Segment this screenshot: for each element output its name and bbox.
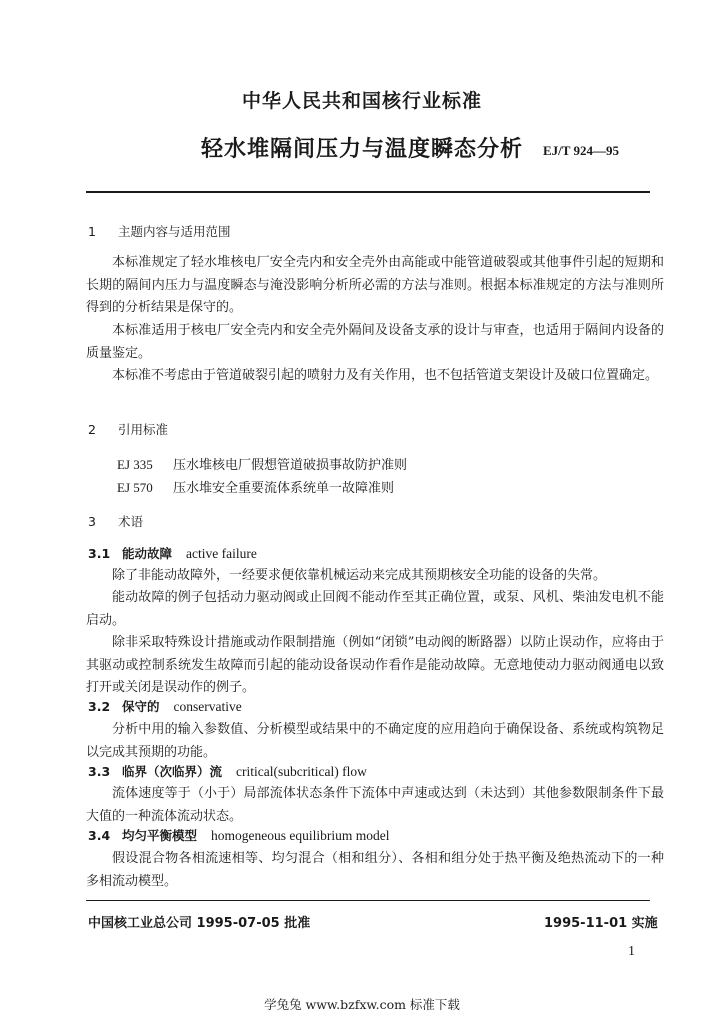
term-number: 3.1	[88, 546, 111, 561]
section-title: 主题内容与适用范围	[118, 224, 231, 239]
reference-title: 压水堆核电厂假想管道破损事故防护准则	[173, 458, 408, 473]
header-rule	[86, 191, 650, 193]
term-number: 3.3	[88, 764, 111, 779]
reference-item	[117, 454, 407, 473]
term-english: critical(subcritical) flow	[236, 764, 367, 779]
term-3-1-para-2: 能动故障的例子包括动力驱动阀或止回阀不能动作至其正确位置，或泵、风机、柴油发电机不能启动。	[86, 590, 664, 628]
section-number: 3	[88, 514, 96, 529]
term-english: homogeneous equilibrium model	[211, 828, 390, 843]
standard-code: EJ/T 924—95	[543, 143, 619, 158]
section-1-para-1: 本标准规定了轻水堆核电厂安全壳内和安全壳外由高能或中能管道破裂或其他事件引起的短期和长期的隔间内压力与温度瞬态与淹没影响分析所必需的方法与准则。根据本标准规定的方法与准则所得到的分析结果是保守的。	[86, 255, 664, 315]
reference-title: 压水堆安全重要流体系统单一故障准则	[173, 481, 395, 496]
term-3-2-para-1: 分析中用的输入参数值、分析模型或结果中的不确定度的应用趋向于确保设备、系统或构筑物足以完成其预期的功能。	[86, 722, 664, 760]
term-chinese: 均匀平衡模型	[122, 828, 198, 843]
term-3-1	[88, 544, 257, 562]
reference-item	[117, 477, 394, 496]
watermark: 学兔兔 www.bzfxw.com 标准下载	[264, 997, 460, 1012]
term-english: conservative	[173, 699, 242, 714]
section-number: 1	[88, 224, 96, 239]
term-3-4	[88, 826, 390, 844]
section-3-heading	[88, 512, 143, 530]
page-number: 1	[628, 944, 635, 959]
term-3-1-para-1: 除了非能动故障外，一经要求便依靠机械运动来完成其预期核安全功能的设备的失常。	[112, 568, 607, 583]
section-title: 引用标准	[118, 422, 169, 437]
term-3-4-para-1: 假设混合物各相流速相等、均匀混合（相和组分）、各相和组分处于热平衡及绝热流动下的一种多相流动模型。	[86, 851, 664, 889]
section-1-heading	[88, 222, 231, 240]
term-3-2	[88, 697, 242, 715]
section-number: 2	[88, 422, 96, 437]
term-number: 3.2	[88, 699, 111, 714]
term-english: active failure	[186, 546, 257, 561]
term-number: 3.4	[88, 828, 111, 843]
reference-code: EJ 570	[117, 480, 153, 495]
section-title: 术语	[118, 514, 144, 529]
term-3-3	[88, 762, 367, 780]
effective-date: 1995-11-01 实施	[544, 916, 658, 931]
section-2-heading	[88, 420, 168, 438]
footer-rule	[86, 900, 650, 901]
section-1-para-2: 本标准适用于核电厂安全壳内和安全壳外隔间及设备支承的设计与审查，也适用于隔间内设备的质量鉴定。	[86, 323, 664, 361]
section-1-para-3: 本标准不考虑由于管道破裂引起的喷射力及有关作用，也不包括管道支架设计及破口位置确定。	[112, 368, 659, 383]
approval-date: 中国核工业总公司 1995-07-05 批准	[88, 916, 311, 931]
standard-title: 轻水堆隔间压力与温度瞬态分析	[200, 137, 523, 162]
reference-code: EJ 335	[117, 457, 153, 472]
term-chinese: 保守的	[122, 699, 160, 714]
term-3-3-para-1: 流体速度等于（小于）局部流体状态条件下流体中声速或达到（未达到）其他参数限制条件下最大值的一种流体流动状态。	[86, 786, 664, 824]
issuing-body: 中华人民共和国核行业标准	[241, 90, 482, 112]
term-3-1-para-3: 除非采取特殊设计措施或动作限制措施（例如“闭锁”电动阀的断路器）以防止误动作，应将由于其驱动或控制系统发生故障而引起的能动设备误动作看作是能动故障。无意地使动力驱动阀通电以致打开或关闭是误动作的例子。	[86, 635, 664, 695]
term-chinese: 能动故障	[122, 546, 173, 561]
term-chinese: 临界（次临界）流	[122, 764, 223, 779]
